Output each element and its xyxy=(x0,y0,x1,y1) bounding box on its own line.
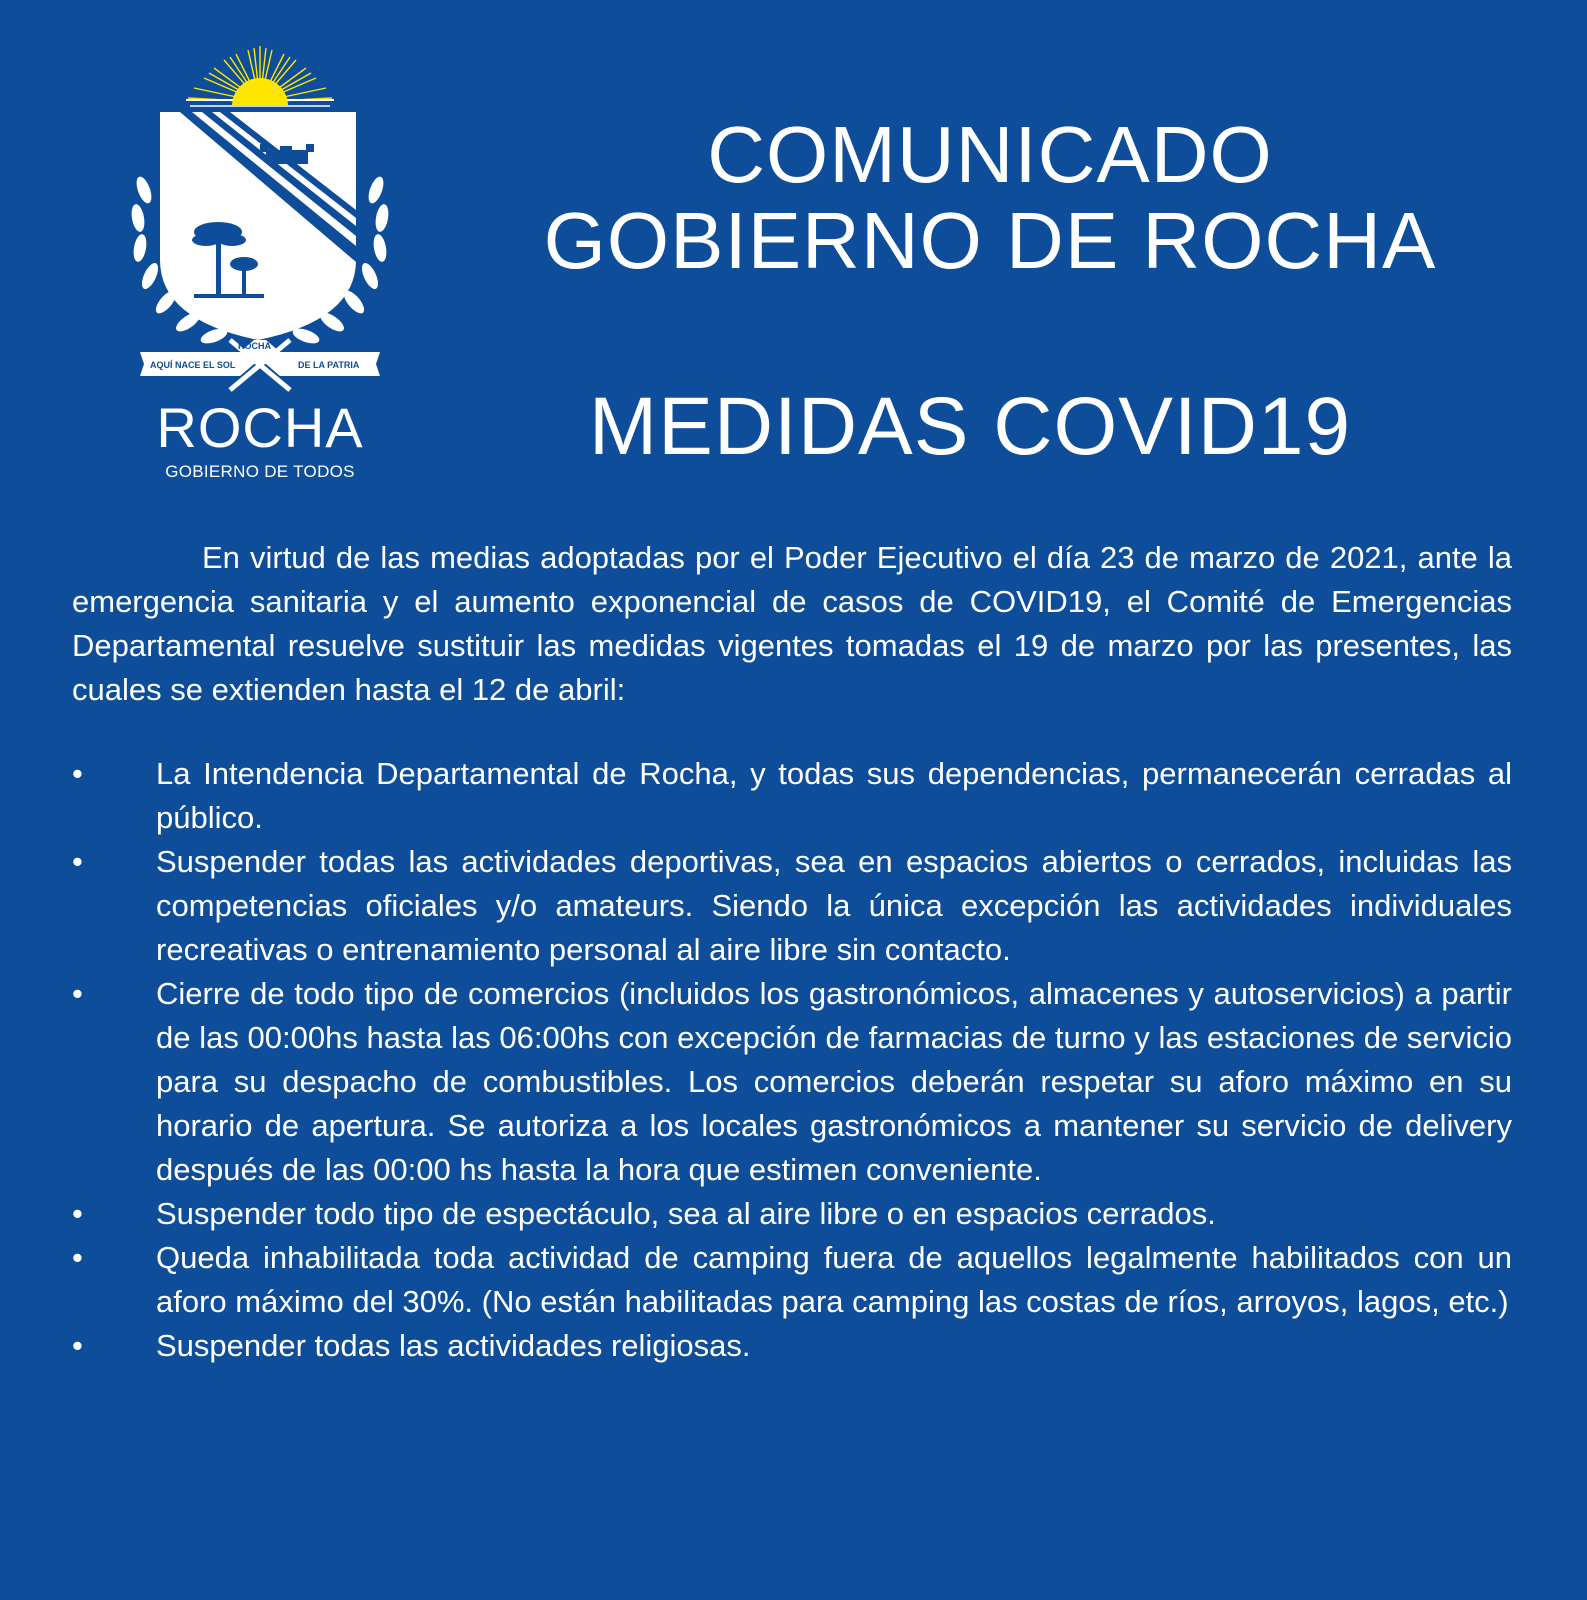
ribbon-right-text: DE LA PATRIA xyxy=(298,360,360,370)
bullet-icon: • xyxy=(72,844,83,879)
list-item xyxy=(72,1324,1512,1368)
list-item-text: Queda inhabilitada toda actividad de camping fuera de aquellos legalmente habilitados con un aforo máximo del 30%. (No están habilitadas para camping las costas de ríos, arroyos, lagos, etc.) xyxy=(156,1240,1512,1319)
coat-of-arms-icon xyxy=(120,40,400,400)
logo-tagline: GOBIERNO DE TODOS xyxy=(165,462,355,481)
list-item xyxy=(72,752,1512,840)
ribbon-left-text: AQUÍ NACE EL SOL xyxy=(150,360,236,370)
list-item-text: La Intendencia Departamental de Rocha, y todas sus dependencias, permanecerán cerradas al público. xyxy=(156,756,1512,835)
ribbon-icon xyxy=(140,340,380,390)
list-item xyxy=(72,972,1512,1192)
measures-list xyxy=(72,752,1512,1368)
bullet-icon: • xyxy=(72,1196,83,1231)
page-title xyxy=(420,112,1560,284)
sun-icon xyxy=(232,78,288,106)
title-line-1: COMUNICADO xyxy=(707,110,1273,199)
list-item-text: Cierre de todo tipo de comercios (incluidos los gastronómicos, almacenes y autoservicios) a partir de las 00:00hs hasta las 06:00hs con excepción de farmacias de turno y las estaciones de servicio para su despacho de combustibles. Los comercios deberán respetar su aforo máximo en su horario de apertura. Se autoriza a los locales gastronómicos a mantener su servicio de delivery después de las 00:00 hs hasta la hora que estimen conveniente. xyxy=(156,976,1512,1187)
list-item-text: Suspender todas las actividades deportivas, sea en espacios abiertos o cerrados, incluidas las competencias oficiales y/o amateurs. Siendo la única excepción las actividades individuales recreativas o entrenamiento personal al aire libre sin contacto. xyxy=(156,844,1512,967)
page-subtitle: MEDIDAS COVID19 xyxy=(588,381,1352,472)
list-item-text: Suspender todo tipo de espectáculo, sea al aire libre o en espacios cerrados. xyxy=(156,1196,1216,1231)
bullet-icon: • xyxy=(72,1328,83,1363)
ribbon-center-text: ROCHA xyxy=(238,341,271,351)
bullet-icon: • xyxy=(72,1240,83,1275)
list-item xyxy=(72,1192,1512,1236)
title-line-2: GOBIERNO DE ROCHA xyxy=(543,196,1437,285)
intro-paragraph: En virtud de las medias adoptadas por el Poder Ejecutivo el día 23 de marzo de 2021, ante la emergencia sanitaria y el aumento exponencial de casos de COVID19, el Comité de Emergencias Departamental resuelve sustituir las medidas vigentes tomadas el 19 de marzo por las presentes, las cuales se extienden hasta el 12 de abril: xyxy=(72,540,1512,707)
logo-name: ROCHA xyxy=(156,396,364,459)
bullet-icon: • xyxy=(72,976,83,1011)
list-item xyxy=(72,1236,1512,1324)
bullet-icon: • xyxy=(72,756,83,791)
rocha-logo xyxy=(120,40,400,490)
list-item xyxy=(72,840,1512,972)
list-item-text: Suspender todas las actividades religiosas. xyxy=(156,1328,751,1363)
